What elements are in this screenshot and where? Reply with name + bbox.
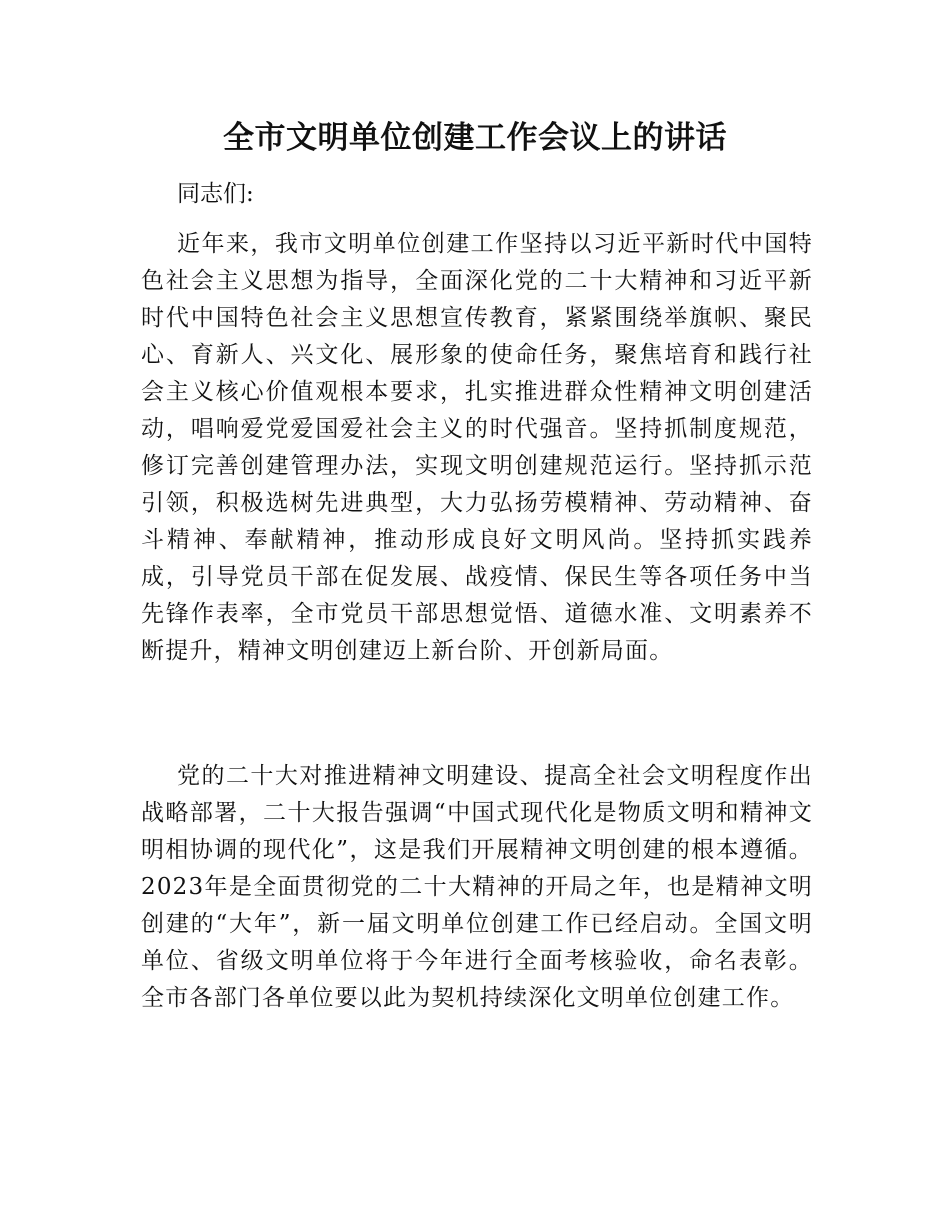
paragraph-2: 党的二十大对推进精神文明建设、提高全社会文明程度作出战略部署，二十大报告强调“中国式现代化是物质文明和精神文明相协调的现代化”，这是我们开展精神文明创建的根本遵循。2023年是全面贯彻党的二十大精神的开局之年，也是精神文明创建的“大年”，新一届文明单位创建工作已经启动。全国文明单位、省级文明单位将于今年进行全面考核验收，命名表彰。全市各部门各单位要以此为契机持续深化文明单位创建工作。 <box>141 763 813 1011</box>
paragraph-1: 近年来，我市文明单位创建工作坚持以习近平新时代中国特色社会主义思想为指导，全面深化党的二十大精神和习近平新时代中国特色社会主义思想宣传教育，紧紧围绕举旗帜、聚民心、育新人、兴文化、展形象的使命任务，聚焦培育和践行社会主义核心价值观根本要求，扎实推进群众性精神文明创建活动，唱响爱党爱国爱社会主义的时代强音。坚持抓制度规范，修订完善创建管理办法，实现文明创建规范运行。坚持抓示范引领，积极选树先进典型，大力弘扬劳模精神、劳动精神、奋斗精神、奉献精神，推动形成良好文明风尚。坚持抓实践养成，引导党员干部在促发展、战疫情、保民生等各项任务中当先锋作表率，全市党员干部思想觉悟、道德水准、文明素养不断提升，精神文明创建迈上新台阶、开创新局面。 <box>141 231 813 664</box>
salutation: 同志们: <box>177 181 254 207</box>
document-title: 全市文明单位创建工作会议上的讲话 <box>223 120 727 156</box>
